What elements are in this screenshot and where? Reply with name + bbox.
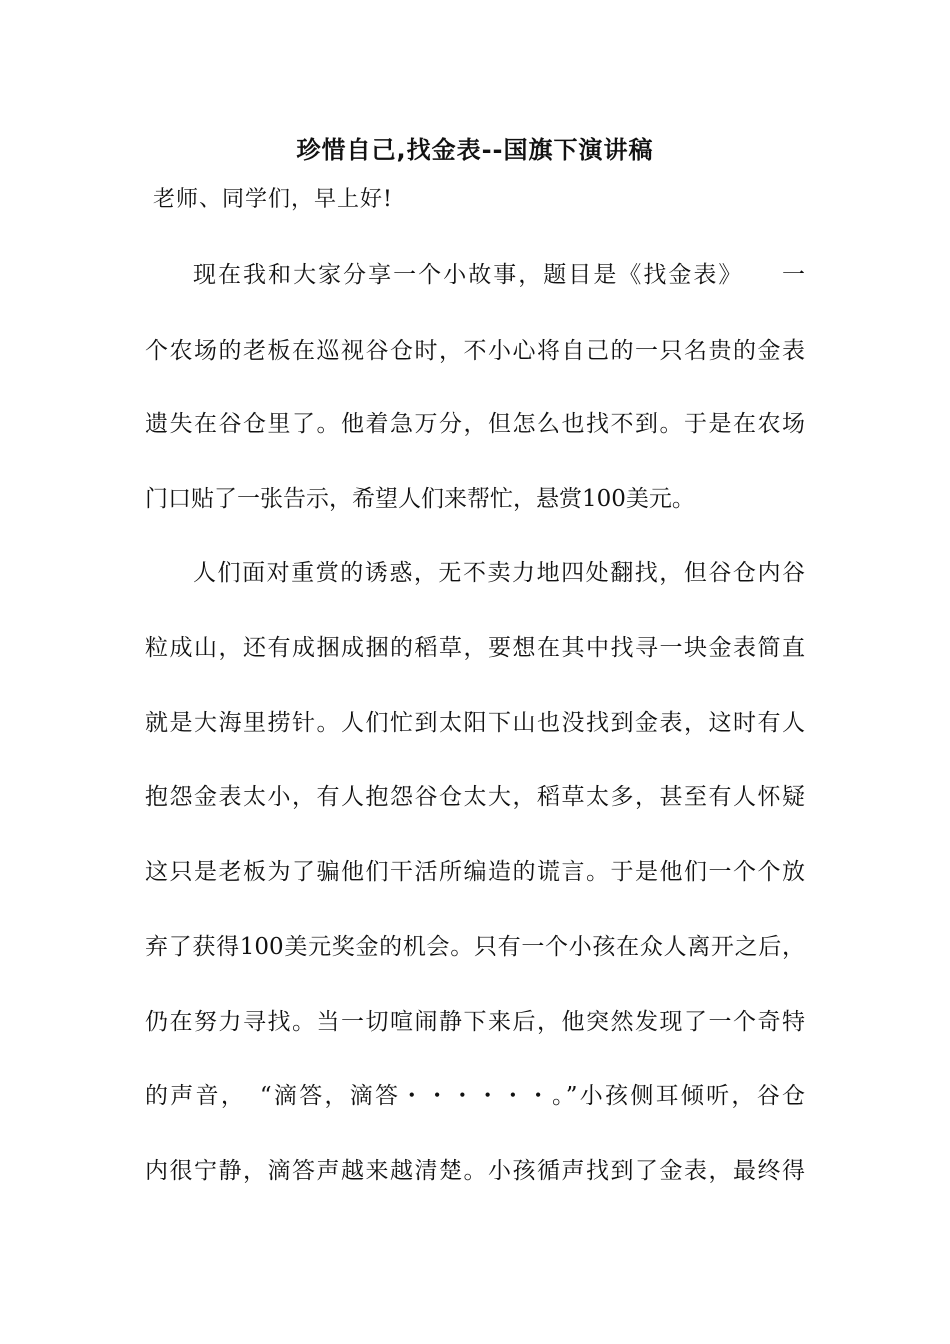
- paragraph-line: 粒成山，还有成捆成捆的稻草，要想在其中找寻一块金表简直: [145, 635, 805, 661]
- paragraph-line: 遗失在谷仓里了。他着急万分，但怎么也找不到。于是在农场: [145, 411, 805, 437]
- paragraph-line: 这只是老板为了骗他们干活所编造的谎言。于是他们一个个放: [145, 859, 805, 885]
- paragraph-line: 人们面对重赏的诱惑，无不卖力地四处翻找，但谷仓内谷: [193, 560, 805, 586]
- paragraph-line: 个农场的老板在巡视谷仓时，不小心将自己的一只名贵的金表: [145, 338, 805, 364]
- paragraph-line: 内很宁静，滴答声越来越清楚。小孩循声找到了金表，最终得: [145, 1158, 805, 1184]
- paragraph-line: 现在我和大家分享一个小故事，题目是《找金表》 一: [193, 262, 805, 288]
- paragraph-line: 仍在努力寻找。当一切喧闹静下来后，他突然发现了一个奇特: [145, 1009, 805, 1035]
- paragraph-line: 的声音， “滴答，滴答・・・・・・。”小孩侧耳倾听，谷仓: [145, 1083, 805, 1109]
- paragraph-line: 抱怨金表太小，有人抱怨谷仓太大，稻草太多，甚至有人怀疑: [145, 784, 805, 810]
- paragraph-line: 门口贴了一张告示，希望人们来帮忙，悬赏100美元。: [145, 486, 695, 512]
- greeting-line: 老师、同学们，早上好!: [153, 187, 393, 212]
- paragraph-line: 弃了获得100美元奖金的机会。只有一个小孩在众人离开之后，: [145, 934, 805, 960]
- document-title: 珍惜自己,找金表--国旗下演讲稿: [296, 136, 654, 164]
- paragraph-line: 就是大海里捞针。人们忙到太阳下山也没找到金表，这时有人: [145, 710, 805, 736]
